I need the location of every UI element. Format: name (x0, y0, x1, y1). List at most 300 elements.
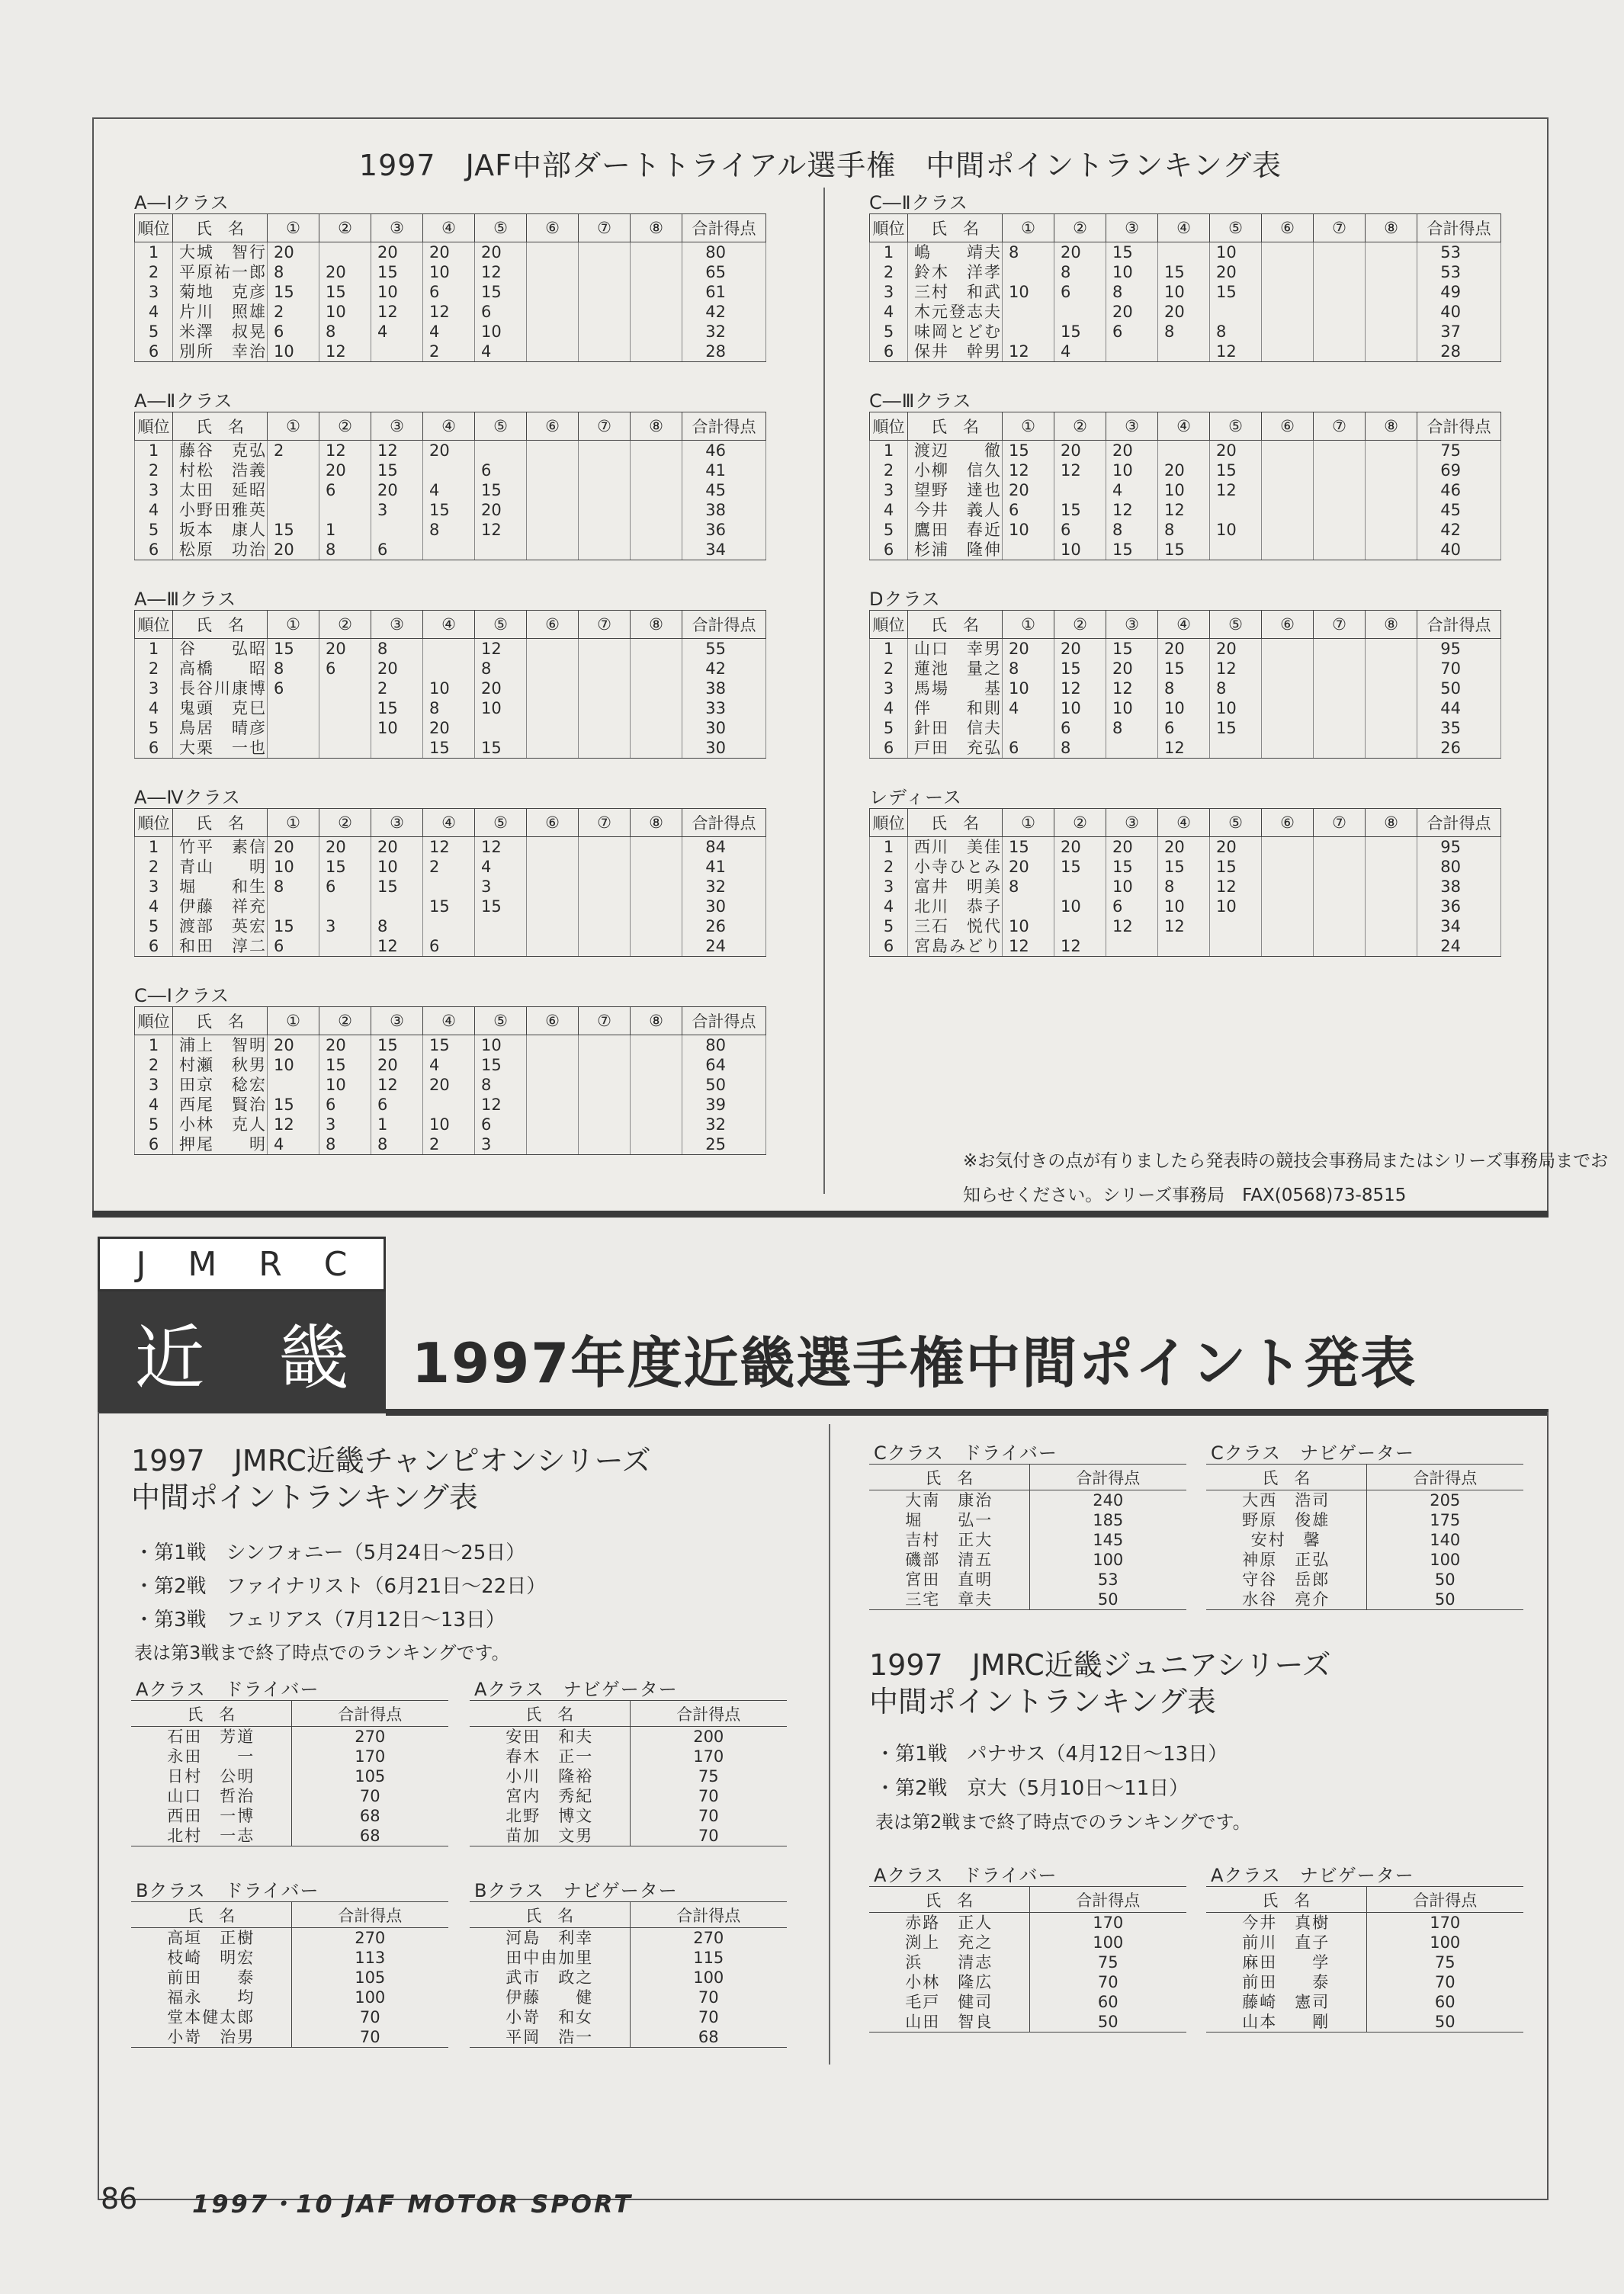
name-cell: 日村 公明 (167, 1767, 255, 1785)
points-cell (1262, 857, 1314, 877)
total-cell: 70 (1417, 659, 1501, 679)
points-cell: 4 (1054, 342, 1106, 362)
column-header: ① (1003, 412, 1054, 441)
points-cell: 20 (1158, 460, 1210, 480)
points-cell (579, 480, 631, 500)
ranking-table (134, 412, 766, 560)
column-header: ② (319, 809, 371, 837)
name-cell: 枝崎 明宏 (167, 1949, 255, 1967)
points-cell (475, 916, 527, 936)
points-cell (579, 342, 631, 362)
points-cell: 20 (319, 460, 371, 480)
points-cell (1366, 520, 1417, 540)
class-title: A―Ⅳクラス (134, 787, 241, 808)
column-header: 氏 名 (173, 214, 268, 242)
points-cell (631, 679, 682, 698)
points-cell: 20 (1106, 302, 1158, 322)
table-row (870, 718, 1501, 738)
total-cell: 41 (682, 460, 766, 480)
total-cell: 50 (1366, 1590, 1523, 1610)
points-cell (579, 302, 631, 322)
points-cell (631, 916, 682, 936)
name-cell: 堂本健太郎 (167, 2008, 255, 2026)
rank-cell: 1 (870, 441, 908, 461)
total-cell: 24 (1417, 936, 1501, 957)
points-cell (1314, 520, 1366, 540)
points-cell: 20 (268, 242, 319, 263)
points-cell: 20 (1054, 837, 1106, 858)
points-cell: 15 (1210, 282, 1262, 302)
points-cell (1262, 698, 1314, 718)
points-cell: 8 (1210, 679, 1262, 698)
rank-cell: 2 (135, 659, 173, 679)
total-cell: 100 (1366, 1550, 1523, 1570)
points-cell (527, 500, 579, 520)
column-header: ⑧ (1366, 611, 1417, 639)
points-cell: 15 (268, 520, 319, 540)
name-cell: 嶋 靖夫 (908, 242, 1003, 263)
round-item: ・第2戦 京大（5月10日〜11日） (875, 1777, 1189, 1800)
points-cell: 15 (1158, 659, 1210, 679)
column-header: 氏 名 (470, 1701, 630, 1727)
column-header: ① (1003, 809, 1054, 837)
rank-cell: 5 (870, 916, 908, 936)
table-row (470, 1727, 787, 1747)
name-cell: 谷 弘昭 (173, 639, 268, 659)
points-cell: 20 (319, 262, 371, 282)
points-cell (319, 698, 371, 718)
points-cell (631, 897, 682, 916)
name-cell: 押尾 明 (173, 1134, 268, 1155)
points-cell (631, 877, 682, 897)
column-header: ⑥ (527, 412, 579, 441)
points-cell (1262, 302, 1314, 322)
name-cell: 今井 真樹 (1242, 1914, 1330, 1932)
points-table-title: Bクラス ナビゲーター (474, 1880, 678, 1901)
table-row (470, 1826, 787, 1846)
total-cell: 100 (630, 1968, 787, 1988)
total-cell: 100 (1366, 1933, 1523, 1952)
name-cell: 水谷 亮介 (1206, 1590, 1366, 1610)
points-cell: 10 (371, 718, 423, 738)
points-cell: 12 (1106, 500, 1158, 520)
name-cell: 小嵜 治男 (131, 2027, 291, 2048)
points-cell (319, 936, 371, 957)
points-cell: 10 (371, 857, 423, 877)
table-row (131, 1948, 448, 1968)
name-cell: 大南 康治 (905, 1491, 993, 1510)
table-row (1206, 2012, 1523, 2033)
table-row (135, 1075, 766, 1095)
total-cell: 84 (682, 837, 766, 858)
points-cell (319, 738, 371, 759)
column-header: ③ (1106, 611, 1158, 639)
name-cell: 村瀬 秋男 (173, 1055, 268, 1075)
points-cell: 20 (319, 639, 371, 659)
name-cell: 麻田 学 (1242, 1953, 1330, 1972)
table-row (135, 1055, 766, 1075)
points-table (470, 1901, 787, 2048)
points-cell: 10 (1106, 460, 1158, 480)
name-cell: 伴 和則 (908, 698, 1003, 718)
table-row (870, 738, 1501, 759)
column-header: ③ (371, 412, 423, 441)
name-cell: 保井 幹男 (908, 342, 1003, 362)
class-title: A―Ⅱクラス (134, 390, 233, 412)
total-cell: 60 (1366, 1992, 1523, 2012)
table-row (870, 916, 1501, 936)
points-cell (1262, 322, 1314, 342)
points-cell: 8 (371, 916, 423, 936)
points-cell: 8 (1003, 659, 1054, 679)
table-row (1206, 1510, 1523, 1530)
points-cell: 15 (475, 1055, 527, 1075)
points-cell (1366, 659, 1417, 679)
points-cell (579, 718, 631, 738)
column-header: 氏 名 (131, 1902, 291, 1928)
total-cell: 30 (682, 897, 766, 916)
column-header: ⑧ (1366, 809, 1417, 837)
column-divider (823, 188, 825, 1194)
total-cell: 70 (291, 2027, 448, 2048)
points-cell (1262, 679, 1314, 698)
points-cell (631, 520, 682, 540)
round-item: ・第3戦 フェリアス（7月12日〜13日） (134, 1609, 505, 1631)
points-cell (1314, 877, 1366, 897)
name-cell: 平原祐一郎 (173, 262, 268, 282)
table-row (470, 2007, 787, 2027)
name-cell: 今井 義人 (908, 500, 1003, 520)
points-cell (631, 659, 682, 679)
column-header: 氏 名 (1206, 1465, 1366, 1490)
points-cell (1366, 679, 1417, 698)
name-cell: 前川 直子 (1242, 1933, 1330, 1952)
points-cell: 10 (1210, 242, 1262, 263)
name-cell: 渕上 充之 (905, 1933, 993, 1952)
rank-cell: 6 (870, 540, 908, 560)
name-cell: 福永 均 (167, 1988, 255, 2007)
jmrc-label (98, 1237, 386, 1291)
points-cell: 20 (1054, 639, 1106, 659)
table-row (870, 857, 1501, 877)
name-cell: 和田 淳二 (173, 936, 268, 957)
points-cell (1366, 262, 1417, 282)
points-cell (579, 877, 631, 897)
name-cell: 鳥居 晴彦 (173, 718, 268, 738)
ranking-table (869, 412, 1501, 560)
points-table-title: Cクラス ドライバー (874, 1442, 1058, 1464)
points-cell: 10 (423, 1115, 475, 1134)
name-cell: 鈴木 洋孝 (908, 262, 1003, 282)
table-row (869, 1510, 1186, 1530)
points-cell (631, 857, 682, 877)
points-cell (579, 520, 631, 540)
total-cell: 270 (291, 1727, 448, 1747)
points-cell: 10 (1106, 262, 1158, 282)
name-cell: 長谷川康博 (173, 679, 268, 698)
total-cell: 34 (682, 540, 766, 560)
table-row (869, 1952, 1186, 1972)
points-cell: 12 (475, 262, 527, 282)
ranking-table (134, 1006, 766, 1155)
points-cell: 4 (1106, 480, 1158, 500)
points-cell: 6 (423, 936, 475, 957)
points-cell (1366, 877, 1417, 897)
points-cell (631, 1134, 682, 1155)
points-cell (1158, 242, 1210, 263)
points-cell (319, 718, 371, 738)
region-char: 近 (134, 1317, 205, 1399)
points-cell: 12 (1003, 936, 1054, 957)
table-row (869, 1972, 1186, 1992)
points-cell: 3 (475, 1134, 527, 1155)
points-cell: 2 (371, 679, 423, 698)
total-cell: 24 (682, 936, 766, 957)
total-cell: 68 (630, 2027, 787, 2048)
table-row (135, 897, 766, 916)
table-row (135, 639, 766, 659)
table-row (1206, 1952, 1523, 1972)
name-cell: 高橋 昭 (173, 659, 268, 679)
points-cell (1003, 897, 1054, 916)
total-cell: 175 (1366, 1510, 1523, 1530)
name-cell: 安村 馨 (1250, 1531, 1321, 1549)
rank-cell: 5 (870, 520, 908, 540)
points-cell (579, 936, 631, 957)
column-header: ⑦ (1314, 214, 1366, 242)
table-row (870, 897, 1501, 916)
points-cell (268, 698, 319, 718)
points-cell: 20 (371, 837, 423, 858)
column-header: ⑤ (1210, 214, 1262, 242)
total-cell: 45 (1417, 500, 1501, 520)
total-cell: 37 (1417, 322, 1501, 342)
points-cell (1314, 302, 1366, 322)
column-header: ⑦ (579, 611, 631, 639)
rank-cell: 2 (135, 857, 173, 877)
total-cell: 200 (630, 1727, 787, 1747)
points-cell: 8 (371, 1134, 423, 1155)
round-item: ・第1戦 シンフォニー（5月24日〜25日） (134, 1542, 526, 1564)
points-cell: 10 (1003, 282, 1054, 302)
points-cell: 15 (1054, 857, 1106, 877)
points-cell (631, 441, 682, 461)
points-cell: 6 (371, 540, 423, 560)
name-cell: 菊地 克彦 (173, 282, 268, 302)
column-header: 合計得点 (1366, 1465, 1523, 1490)
points-cell (579, 897, 631, 916)
points-cell: 15 (1158, 262, 1210, 282)
table-row (1206, 1530, 1523, 1550)
rank-cell: 4 (135, 897, 173, 916)
rank-cell: 5 (135, 916, 173, 936)
ranking-note: 表は第2戦まで終了時点でのランキングです。 (875, 1811, 1251, 1833)
points-table-title: Aクラス ドライバー (874, 1865, 1058, 1886)
points-cell (631, 639, 682, 659)
points-cell: 6 (268, 679, 319, 698)
total-cell: 36 (1417, 897, 1501, 916)
points-cell: 12 (475, 837, 527, 858)
total-cell: 34 (1417, 916, 1501, 936)
table-row (870, 480, 1501, 500)
total-cell: 50 (1417, 679, 1501, 698)
points-cell: 20 (1003, 639, 1054, 659)
total-cell: 64 (682, 1055, 766, 1075)
table-row (870, 877, 1501, 897)
points-cell: 20 (1210, 441, 1262, 461)
rank-cell: 4 (870, 302, 908, 322)
table-row (135, 540, 766, 560)
points-cell (1314, 262, 1366, 282)
table-row (869, 1530, 1186, 1550)
points-cell: 4 (371, 322, 423, 342)
rank-cell: 4 (870, 500, 908, 520)
column-divider (829, 1424, 830, 2065)
points-cell: 6 (319, 480, 371, 500)
table-row (870, 659, 1501, 679)
total-cell: 50 (682, 1075, 766, 1095)
points-cell (423, 639, 475, 659)
column-header: 順位 (135, 1007, 173, 1035)
table-row (870, 936, 1501, 957)
column-header: 氏 名 (908, 412, 1003, 441)
name-cell: 大西 浩司 (1242, 1491, 1330, 1510)
points-cell (1003, 322, 1054, 342)
points-cell: 12 (1106, 679, 1158, 698)
name-cell: 藤谷 克弘 (173, 441, 268, 461)
points-cell (1003, 262, 1054, 282)
column-header: 合計得点 (630, 1701, 787, 1727)
points-cell: 6 (1003, 500, 1054, 520)
total-cell: 38 (682, 679, 766, 698)
points-cell (1210, 916, 1262, 936)
points-cell (527, 520, 579, 540)
total-cell: 70 (291, 1786, 448, 1806)
points-cell: 8 (371, 639, 423, 659)
points-cell (1106, 936, 1158, 957)
total-cell: 95 (1417, 639, 1501, 659)
total-cell: 45 (682, 480, 766, 500)
rank-cell: 2 (870, 460, 908, 480)
total-cell: 26 (1417, 738, 1501, 759)
name-cell: 赤路 正人 (905, 1914, 993, 1932)
points-cell: 20 (268, 1035, 319, 1056)
points-cell (631, 500, 682, 520)
points-cell: 12 (475, 639, 527, 659)
column-header: ② (1054, 809, 1106, 837)
points-cell: 10 (1106, 698, 1158, 718)
points-cell (527, 540, 579, 560)
points-cell: 6 (319, 659, 371, 679)
total-cell: 105 (291, 1766, 448, 1786)
points-cell (475, 936, 527, 957)
table-row (870, 520, 1501, 540)
table-row (135, 877, 766, 897)
points-cell (527, 1134, 579, 1155)
points-cell: 20 (1054, 242, 1106, 263)
points-cell: 8 (1158, 520, 1210, 540)
points-cell: 12 (423, 302, 475, 322)
points-cell (1314, 639, 1366, 659)
points-cell: 8 (319, 540, 371, 560)
name-cell: 米澤 叔晃 (173, 322, 268, 342)
rank-cell: 5 (135, 322, 173, 342)
total-cell: 70 (630, 1786, 787, 1806)
points-cell: 10 (1003, 916, 1054, 936)
points-cell (1366, 698, 1417, 718)
points-cell: 8 (268, 877, 319, 897)
total-cell: 68 (291, 1826, 448, 1846)
section-title: 1997 JAF中部ダートトライアル選手権 中間ポイントランキング表 (358, 149, 1282, 182)
name-cell: 田京 稔宏 (173, 1075, 268, 1095)
points-cell (1262, 916, 1314, 936)
table-row (869, 1992, 1186, 2012)
rank-cell: 4 (135, 1095, 173, 1115)
region-label (98, 1291, 386, 1413)
name-cell: 安田 和夫 (505, 1728, 594, 1746)
class-title: C―Ⅰクラス (134, 985, 230, 1006)
total-cell: 38 (682, 500, 766, 520)
points-cell (1366, 916, 1417, 936)
points-cell: 12 (1106, 916, 1158, 936)
points-cell (475, 718, 527, 738)
total-cell: 41 (682, 857, 766, 877)
points-cell (631, 738, 682, 759)
points-cell (1314, 679, 1366, 698)
column-header: 合計得点 (682, 214, 766, 242)
points-cell (268, 500, 319, 520)
total-cell: 30 (682, 718, 766, 738)
points-cell: 6 (371, 1095, 423, 1115)
name-cell: 磯部 清五 (905, 1551, 993, 1569)
rank-cell: 3 (135, 877, 173, 897)
table-row (135, 242, 766, 263)
points-cell: 12 (268, 1115, 319, 1134)
name-cell: 浜 清志 (905, 1953, 993, 1972)
points-cell: 3 (475, 877, 527, 897)
table-row (135, 302, 766, 322)
series-title-line: 中間ポイントランキング表 (131, 1481, 478, 1514)
points-cell (527, 837, 579, 858)
points-cell (371, 738, 423, 759)
points-cell (1366, 936, 1417, 957)
points-cell: 12 (371, 1075, 423, 1095)
column-header: ⑧ (1366, 412, 1417, 441)
table-row (135, 322, 766, 342)
column-header: ③ (371, 214, 423, 242)
rank-cell: 1 (870, 837, 908, 858)
total-cell: 42 (682, 302, 766, 322)
points-table (869, 1886, 1186, 2033)
total-cell: 38 (1417, 877, 1501, 897)
points-cell: 12 (371, 302, 423, 322)
points-cell: 15 (1158, 857, 1210, 877)
points-cell (423, 916, 475, 936)
points-cell: 15 (268, 282, 319, 302)
table-row (135, 441, 766, 461)
name-cell: 宮田 直明 (905, 1571, 993, 1589)
column-header: ② (319, 1007, 371, 1035)
name-cell: 三石 悦代 (908, 916, 1003, 936)
points-table-title: Aクラス ドライバー (136, 1679, 319, 1700)
points-cell: 6 (1106, 322, 1158, 342)
points-cell (268, 897, 319, 916)
column-header: ⑤ (475, 611, 527, 639)
points-cell (579, 679, 631, 698)
points-cell: 10 (319, 302, 371, 322)
name-cell: 山田 智良 (869, 2012, 1029, 2033)
table-row (135, 837, 766, 858)
